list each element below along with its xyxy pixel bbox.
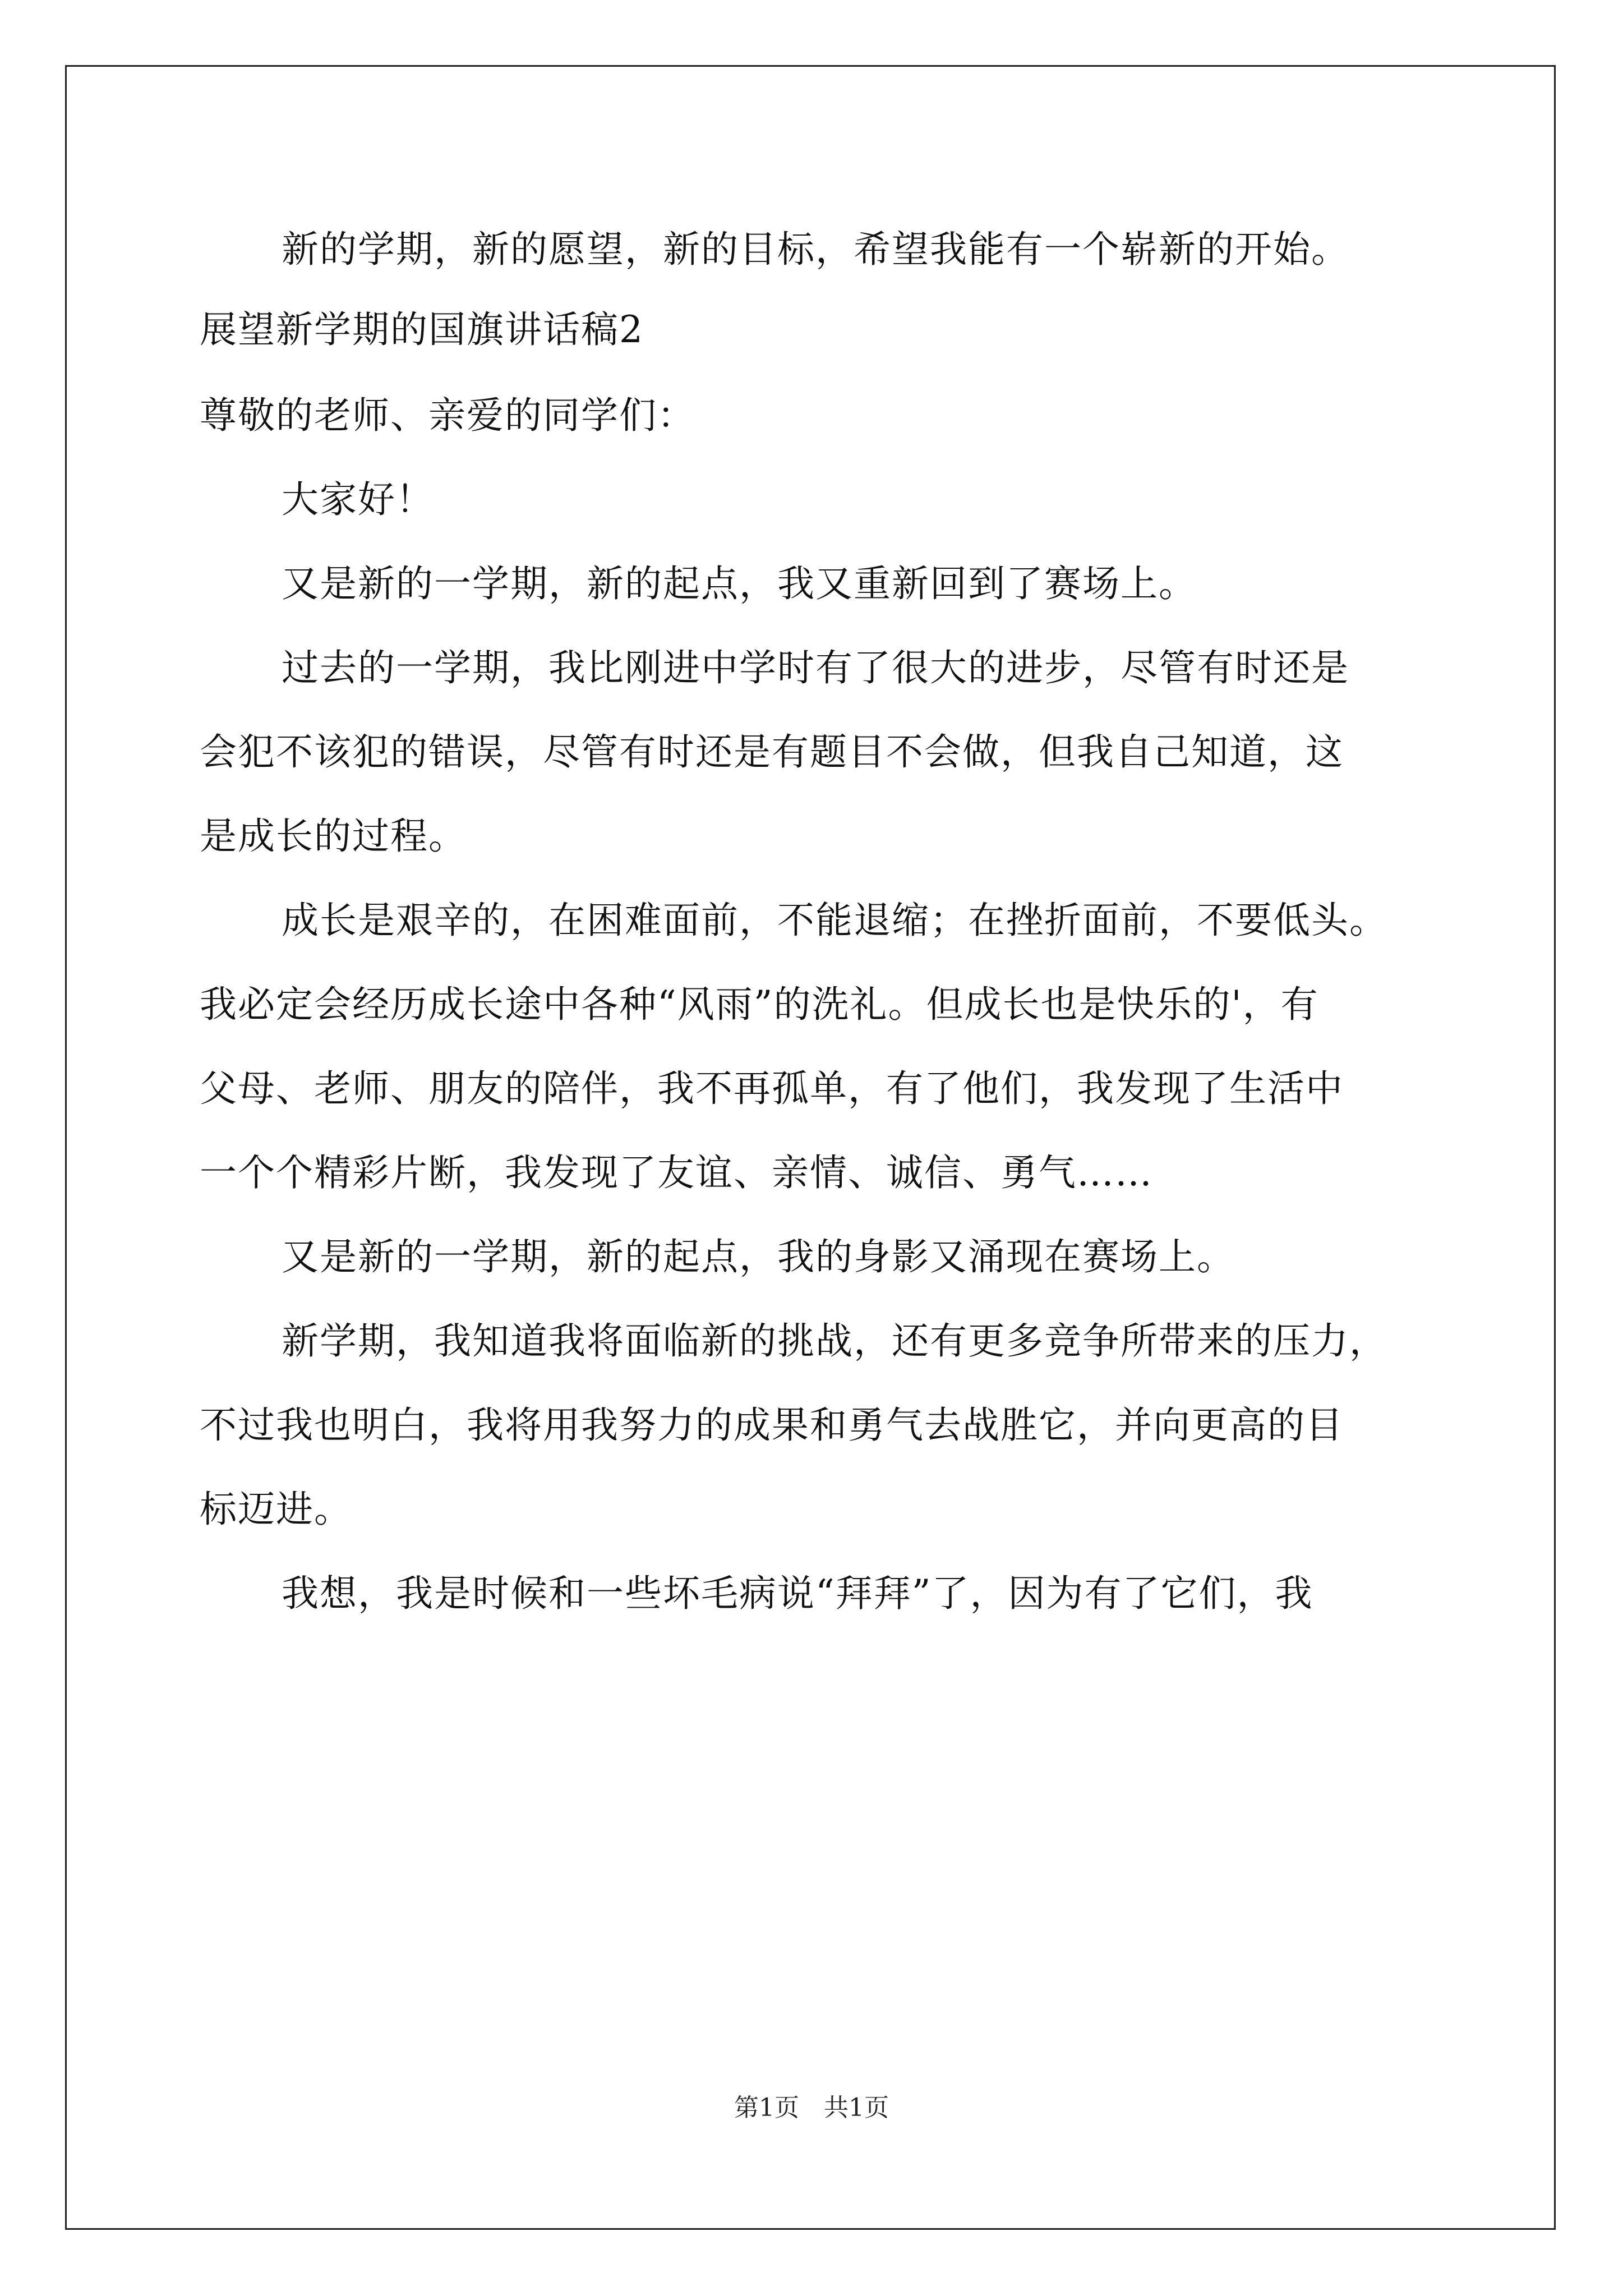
paragraph-line: 我想，我是时候和一些坏毛病说“拜拜”了，因为有了它们，我 bbox=[282, 1572, 1313, 1615]
section-heading: 展望新学期的国旗讲话稿2 bbox=[200, 308, 644, 351]
paragraph-line: 是成长的过程。 bbox=[200, 815, 467, 858]
paragraph-line: 过去的一学期，我比刚进中学时有了很大的进步，尽管有时还是 bbox=[282, 646, 1349, 689]
page-number-footer: 第1页 共1页 bbox=[734, 2093, 889, 2122]
paragraph-line: 新学期，我知道我将面临新的挑战，还有更多竞争所带来的压力， bbox=[282, 1319, 1387, 1363]
salutation: 尊敬的老师、亲爱的同学们： bbox=[200, 394, 695, 437]
paragraph-line: 不过我也明白，我将用我努力的成果和勇气去战胜它，并向更高的目 bbox=[200, 1404, 1344, 1447]
paragraph-line: 标迈进。 bbox=[200, 1488, 352, 1531]
paragraph-line: 又是新的一学期，新的起点，我又重新回到了赛场上。 bbox=[282, 562, 1197, 605]
paragraph-line: 我必定会经历成长途中各种“风雨”的洗礼。但成长也是快乐的'，有 bbox=[200, 983, 1319, 1026]
greeting: 大家好！ bbox=[282, 478, 434, 521]
paragraph-line: 新的学期，新的愿望，新的目标，希望我能有一个崭新的开始。 bbox=[282, 228, 1349, 271]
paragraph-line: 又是新的一学期，新的起点，我的身影又涌现在赛场上。 bbox=[282, 1235, 1235, 1278]
paragraph-line: 一个个精彩片断，我发现了友谊、亲情、诚信、勇气…… bbox=[200, 1151, 1153, 1194]
paragraph-line: 父母、老师、朋友的陪伴，我不再孤单，有了他们，我发现了生活中 bbox=[200, 1067, 1344, 1110]
paragraph-line: 成长是艰辛的，在困难面前，不能退缩；在挫折面前，不要低头。 bbox=[282, 899, 1387, 942]
paragraph-line: 会犯不该犯的错误，尽管有时还是有题目不会做，但我自己知道，这 bbox=[200, 730, 1344, 774]
